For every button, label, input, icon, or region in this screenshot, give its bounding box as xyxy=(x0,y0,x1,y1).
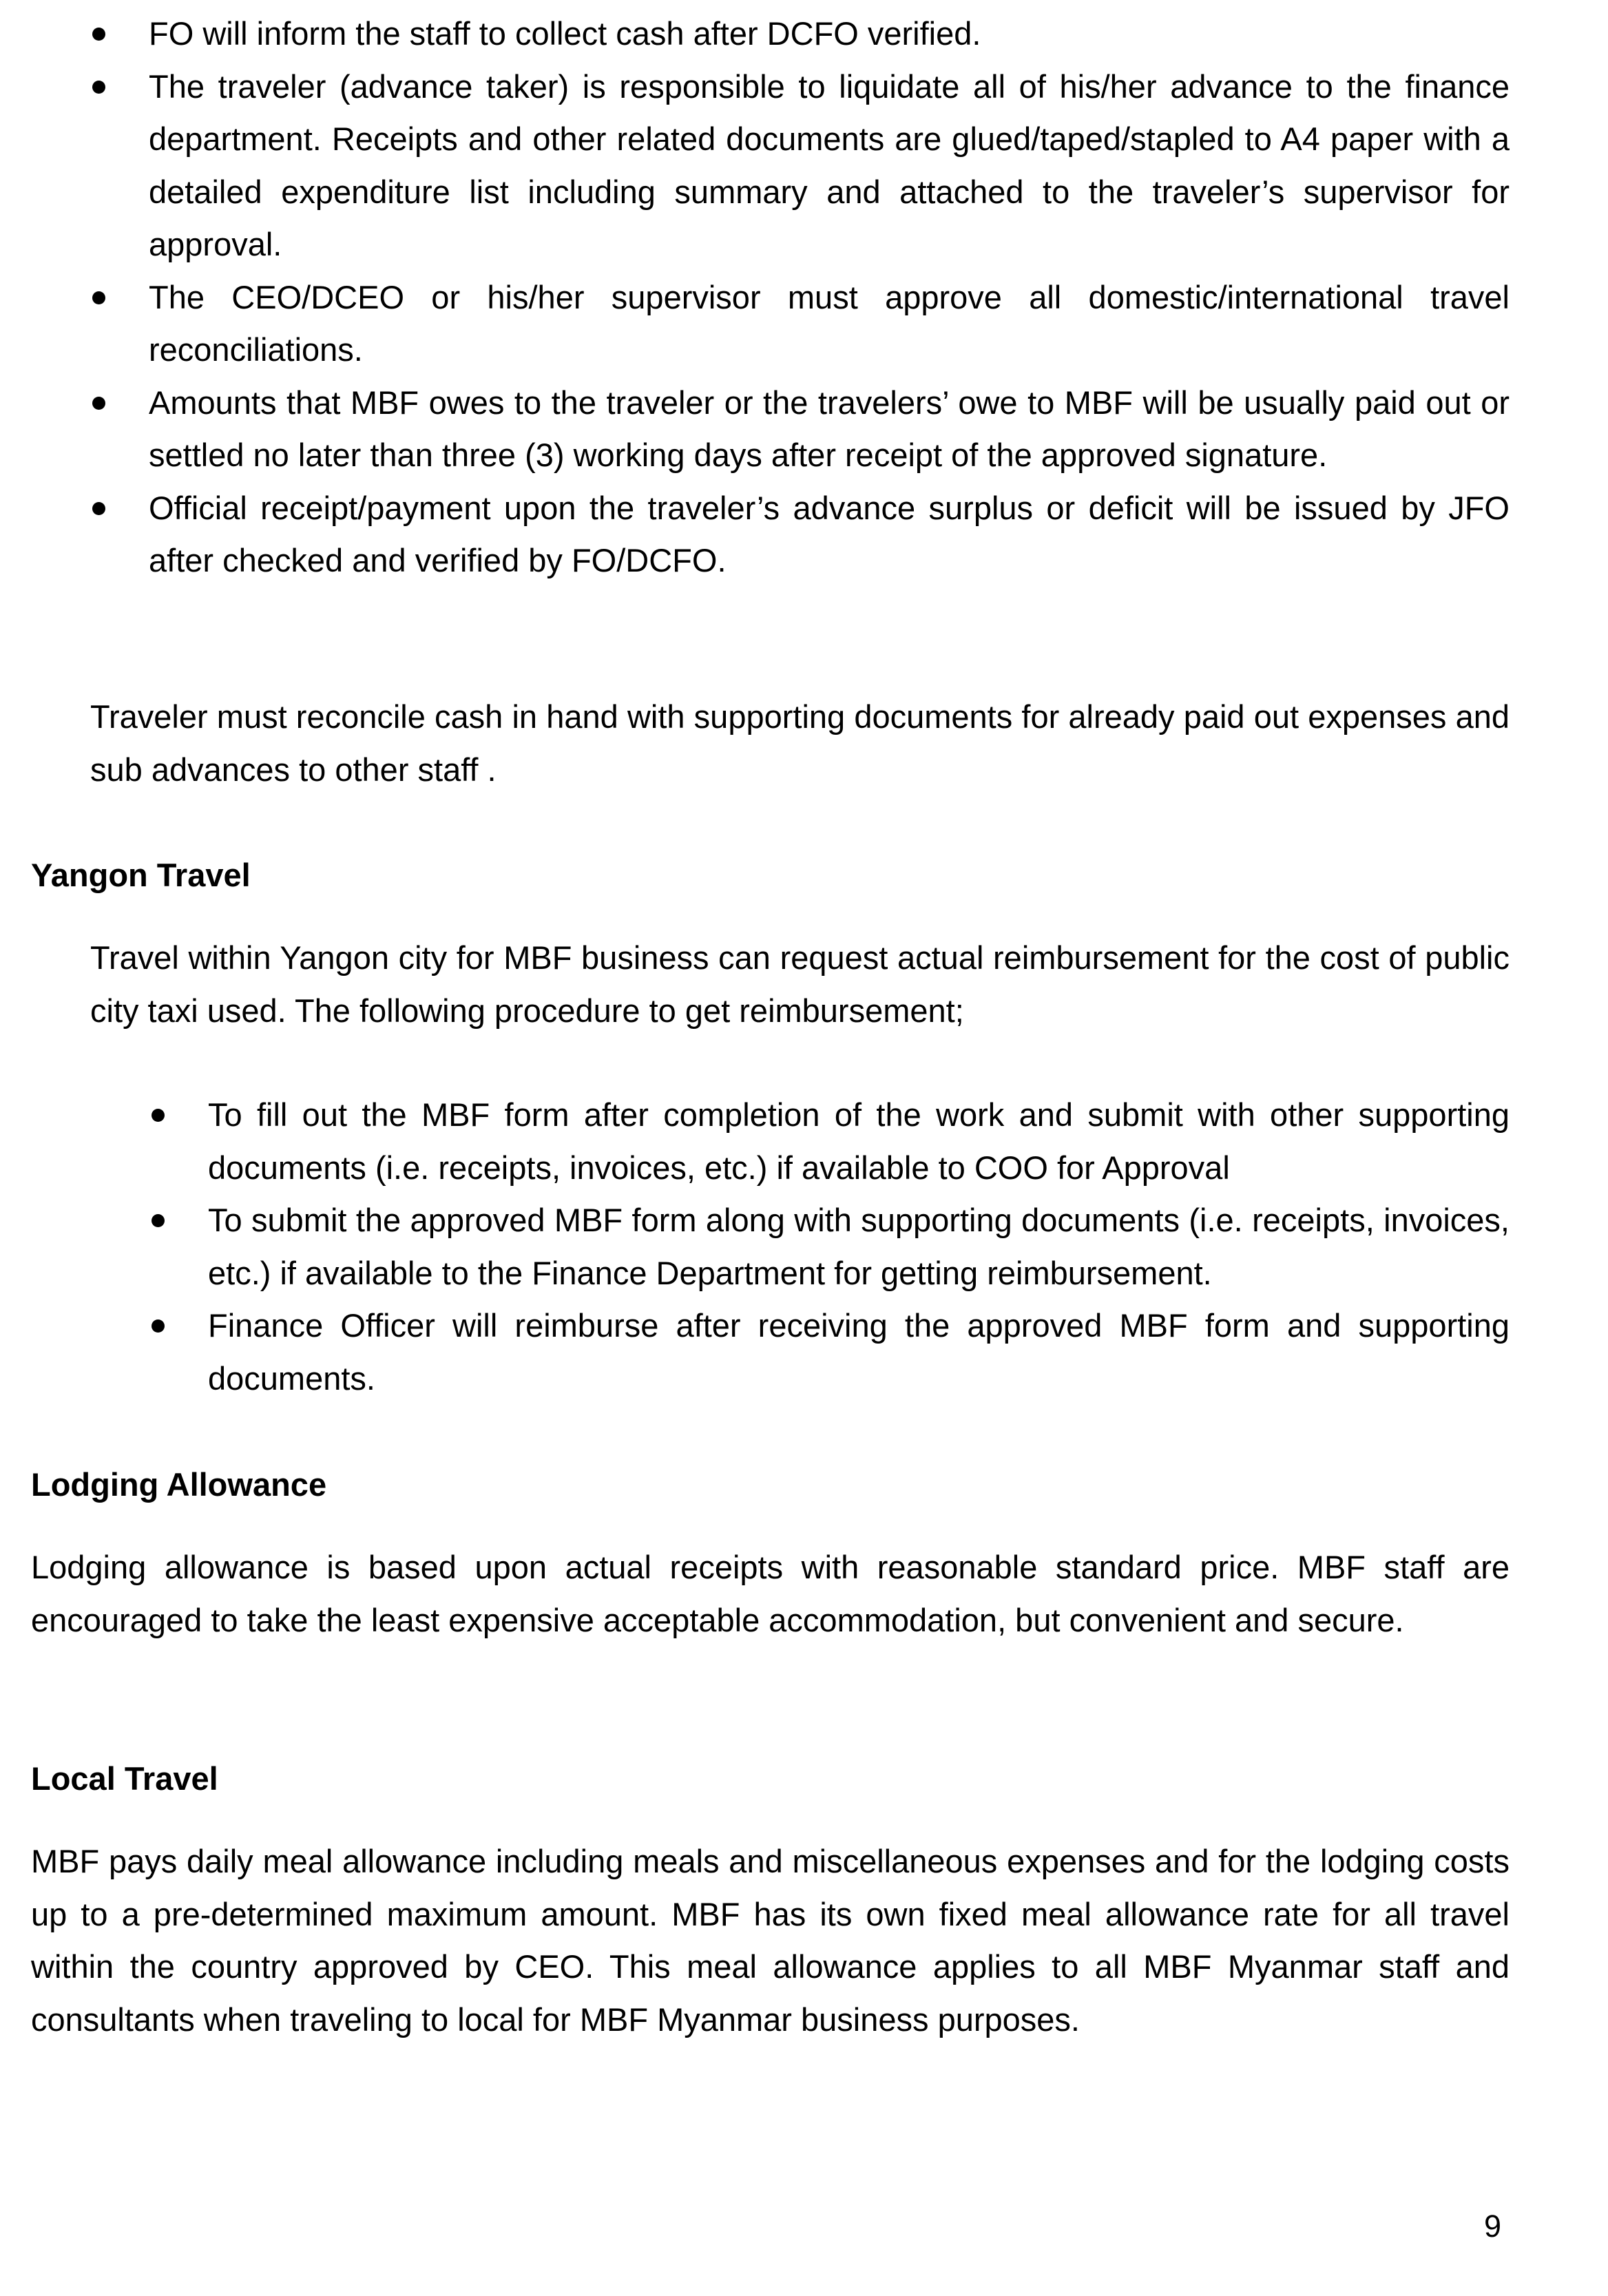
list-item xyxy=(149,8,1510,61)
list-item-text: To submit the approved MBF form along with supporting documents (i.e. receipts, invoices, etc.) if available to the Finance Department for getting reimbursement. xyxy=(208,1202,1510,1291)
local-travel-heading: Local Travel xyxy=(31,1760,218,1797)
list-item xyxy=(149,482,1510,587)
list-item xyxy=(149,271,1510,377)
list-item xyxy=(208,1194,1510,1300)
list-item xyxy=(208,1089,1510,1194)
yangon-travel-bullet-list xyxy=(208,1089,1510,1405)
bullet-icon xyxy=(92,397,105,410)
list-item-text: Official receipt/payment upon the traveler’s advance surplus or deficit will be issued by JFO after checked and verified by FO/DCFO. xyxy=(149,489,1510,578)
list-item-text: Finance Officer will reimburse after receiving the approved MBF form and supporting documents. xyxy=(208,1307,1510,1397)
list-item-text: The traveler (advance taker) is responsible to liquidate all of his/her advance to the finance department. Receipts and other related documents are glued/taped/stapled to A4 paper with a detailed expenditure list including summary and attached to the traveler’s supervisor for approval. xyxy=(149,67,1510,262)
list-item-text: The CEO/DCEO or his/her supervisor must approve all domestic/international travel reconciliations. xyxy=(149,278,1510,368)
lodging-allowance-body: Lodging allowance is based upon actual receipts with reasonable standard price. MBF staff are encouraged to take the least expensive acceptable accommodation, but convenient and secure. xyxy=(31,1549,1510,1638)
bullet-icon xyxy=(152,1214,165,1227)
list-item xyxy=(149,377,1510,482)
bullet-icon xyxy=(92,502,105,515)
local-travel-body: MBF pays daily meal allowance including meals and miscellaneous expenses and for the lodging costs up to a pre-determined maximum amount. MBF has its own fixed meal allowance rate for all travel within the country approved by CEO. This meal allowance applies to all MBF Myanmar staff and consultants when traveling to local for MBF Myanmar business purposes. xyxy=(31,1843,1510,2038)
bullet-icon xyxy=(92,291,105,304)
page-number: 9 xyxy=(1483,2209,1501,2244)
list-item xyxy=(149,61,1510,271)
list-item xyxy=(208,1300,1510,1405)
yangon-travel-intro: Travel within Yangon city for MBF business can request actual reimbursement for the cost of public city taxi used. The following procedure to get reimbursement; xyxy=(90,939,1510,1029)
travel-advance-bullet-list xyxy=(149,8,1510,587)
list-item-text: To fill out the MBF form after completion of the work and submit with other supporting documents (i.e. receipts, invoices, etc.) if available to COO for Approval xyxy=(208,1096,1510,1186)
reconcile-paragraph: Traveler must reconcile cash in hand with supporting documents for already paid out expenses and sub advances to other staff . xyxy=(90,698,1510,788)
lodging-allowance-heading: Lodging Allowance xyxy=(31,1466,327,1503)
list-item-text: Amounts that MBF owes to the traveler or the travelers’ owe to MBF will be usually paid out or settled no later than three (3) working days after receipt of the approved signature. xyxy=(149,384,1510,473)
bullet-icon xyxy=(152,1319,165,1333)
bullet-icon xyxy=(92,81,105,94)
list-item-text: FO will inform the staff to collect cash after DCFO verified. xyxy=(149,15,981,52)
bullet-icon xyxy=(92,28,105,41)
bullet-icon xyxy=(152,1109,165,1122)
yangon-travel-heading: Yangon Travel xyxy=(31,857,251,893)
